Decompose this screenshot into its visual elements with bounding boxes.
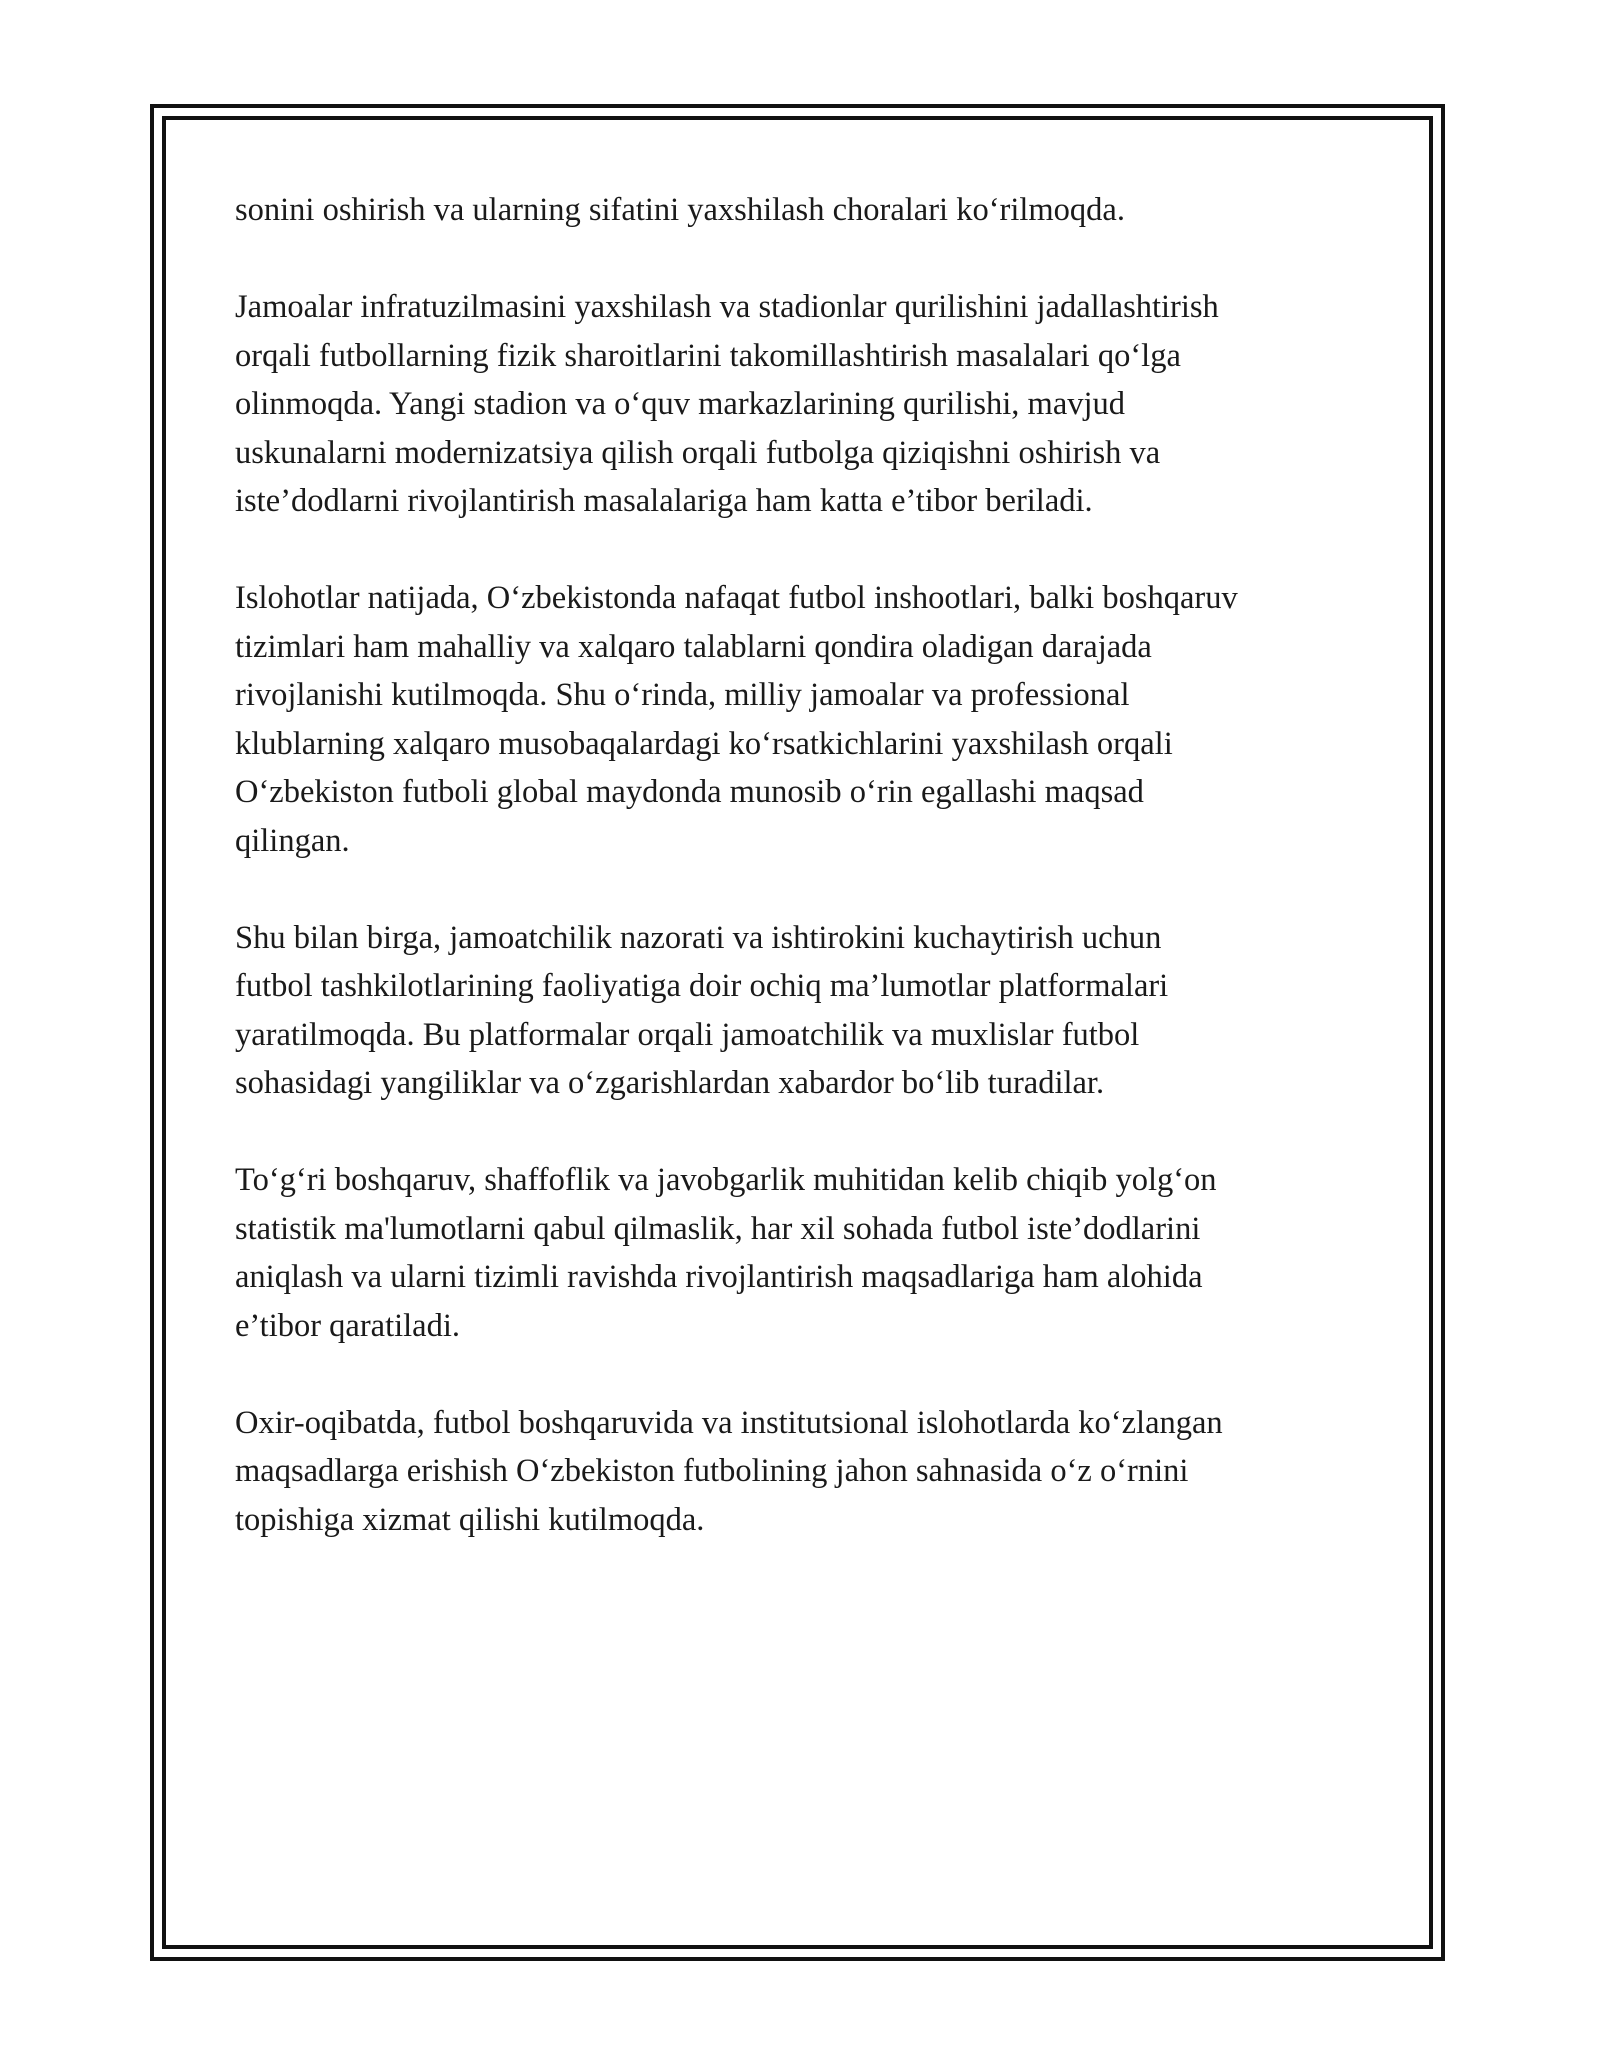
paragraph-2: Jamoalar infratuzilmasini yaxshilash va stadionlar qurilishini jadallashtirish orqali futbollarning fizik sharoitlarini takomillashtirish masalalari qo‘lga olinmoqda. Yangi stadion va o‘quv markazlarining qurilishi, mavjud uskunalarni modernizatsiya qilish orqali futbolga qiziqishni oshirish va iste’dodlarni rivojlantirish masalalariga ham katta e’tibor beriladi.: [235, 289, 1219, 519]
paragraph-4: Shu bilan birga, jamoatchilik nazorati va ishtirokini kuchaytirish uchun futbol tashkilotlarining faoliyatiga doir ochiq ma’lumotlar platformalari yaratilmoqda. Bu platformalar orqali jamoatchilik va muxlislar futbol sohasidagi yangiliklar va o‘zgarishlardan xabardor bo‘lib turadilar.: [235, 919, 1169, 1101]
paragraph-5: To‘g‘ri boshqaruv, shaffoflik va javobgarlik muhitidan kelib chiqib yolg‘on statistik ma'lumotlarni qabul qilmaslik, har xil sohada futbol iste’dodlarini aniqlash va ularni tizimli ravishda rivojlantirish maqsadlariga ham alohida e’tibor qaratiladi.: [235, 1162, 1217, 1344]
paragraph-6: Oxir-oqibatda, futbol boshqaruvida va institutsional islohotlarda ko‘zlangan maqsadlarga erishish O‘zbekiston futbolining jahon sahnasida o‘z o‘rnini topishiga xizmat qilishi kutilmoqda.: [235, 1404, 1223, 1538]
document-body: [235, 186, 1385, 1593]
paragraph-1: sonini oshirish va ularning sifatini yaxshilash choralari ko‘rilmoqda.: [235, 192, 1125, 228]
paragraph-3: Islohotlar natijada, O‘zbekistonda nafaqat futbol inshootlari, balki boshqaruv tizimlari ham mahalliy va xalqaro talablarni qondira oladigan darajada rivojlanishi kutilmoqda. Shu o‘rinda, milliy jamoalar va professional klublarning xalqaro musobaqalardagi ko‘rsatkichlarini yaxshilash orqali O‘zbekiston futboli global maydonda munosib o‘rin egallashi maqsad qilingan.: [235, 580, 1238, 859]
